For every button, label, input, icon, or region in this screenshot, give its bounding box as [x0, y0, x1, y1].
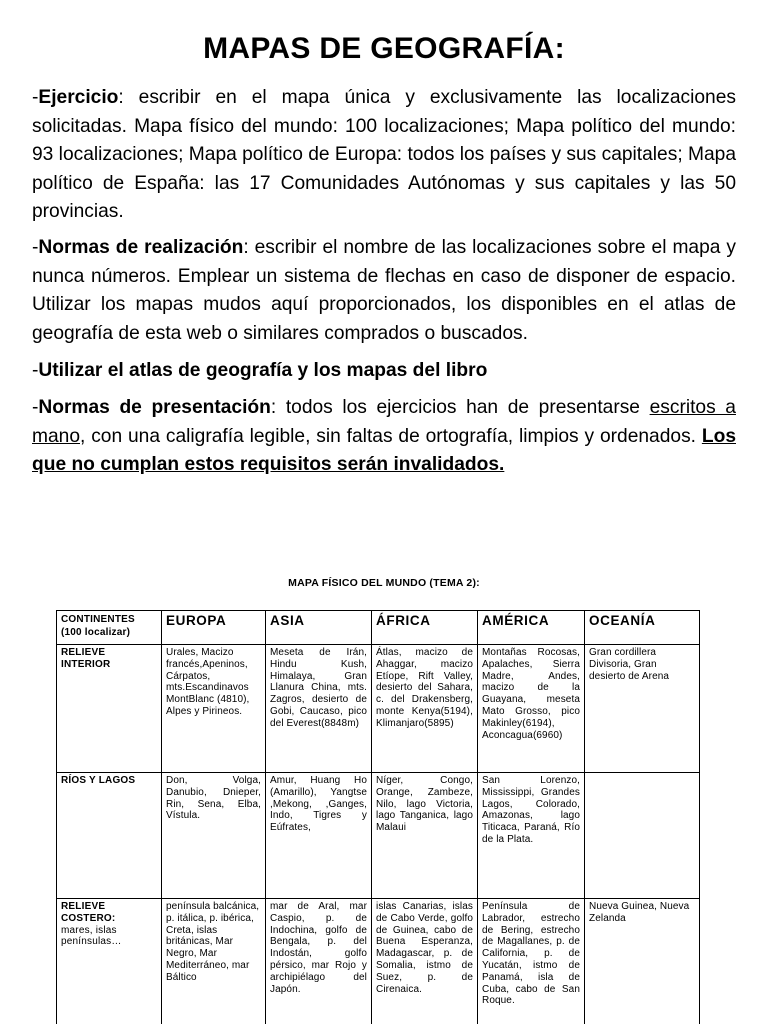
- row-label-relieve-interior: [57, 645, 162, 773]
- header-asia: ASIA: [266, 611, 372, 645]
- text-presentacion-b: , con una caligrafía legible, sin faltas de ortografía, limpios y ordenados.: [80, 425, 702, 447]
- row-label-subtext: mares, islas penínsulas…: [61, 924, 122, 948]
- header-africa: ÁFRICA: [372, 611, 478, 645]
- cell-america: San Lorenzo, Mississippi, Grandes Lagos, Colorado, Amazonas, lago Titicaca, Paraná, Río de la Plata.: [478, 773, 585, 899]
- table-row: [57, 899, 700, 1024]
- header-oceania: OCEANÍA: [585, 611, 700, 645]
- row-label-rios-lagos: [57, 773, 162, 899]
- text-escritos-a-mano: escritos a mano: [32, 397, 736, 447]
- cell-europa: Don, Volga, Danubio, Dnieper, Rin, Sena, Elba, Vístula.: [162, 773, 266, 899]
- paragraph-atlas: -Utilizar el atlas de geografía y los mapas del libro: [32, 360, 488, 381]
- table-row: [57, 773, 700, 899]
- header-europa: EUROPA: [162, 611, 266, 645]
- text-normas-realizacion: : escribir el nombre de las localizaciones sobre el mapa y nunca números. Emplear un sistema de flechas en caso de disponer de espacio. Utilizar los mapas mudos aquí proporcionados, los disponibles en el atlas de geografía de esta web o similares comprados o buscados.: [32, 237, 736, 344]
- label-normas-realizacion: Normas de realización: [38, 237, 244, 258]
- paragraph-normas-presentacion: -Normas de presentación: todos los ejercicios han de presentarse escritos a mano, con una caligrafía legible, sin faltas de ortografía, limpios y ordenados. Los que no cumplan estos requisitos serán invalidados.: [32, 397, 736, 475]
- cell-asia: mar de Aral, mar Caspio, p. de Indochina, golfo de Bengala, p. del Indostán, golfo pérsico, mar Rojo y archipiélago del Japón.: [266, 899, 372, 1024]
- row-label-text: RÍOS Y LAGOS: [61, 775, 136, 786]
- geography-table: [56, 610, 700, 1024]
- table-caption: MAPA FÍSICO DEL MUNDO (TEMA 2):: [288, 577, 480, 589]
- page-title: MAPAS DE GEOGRAFÍA:: [203, 32, 565, 65]
- cell-oceania: Nueva Guinea, Nueva Zelanda: [585, 899, 700, 1024]
- cell-oceania: Gran cordillera Divisoria, Gran desierto de Arena: [585, 645, 700, 773]
- row-label-relieve-costero: [57, 899, 162, 1024]
- paragraph-normas-realizacion: -Normas de realización: escribir el nombre de las localizaciones sobre el mapa y nunca números. Emplear un sistema de flechas en caso de disponer de espacio. Utilizar los mapas mudos aquí proporcionados, los disponibles en el atlas de geografía de esta web o similares comprados o buscados.: [32, 237, 736, 344]
- cell-europa: península balcánica, p. itálica, p. ibérica, Creta, islas británicas, Mar Negro, Mar Mediterráneo, mar Báltico: [162, 899, 266, 1024]
- header-america: AMÉRICA: [478, 611, 585, 645]
- row-label-text: RELIEVE COSTERO:: [61, 901, 116, 924]
- warning-text: Los que no cumplan estos requisitos serán invalidados.: [32, 425, 736, 475]
- cell-oceania: [585, 773, 700, 899]
- label-normas-presentacion: Normas de presentación: [38, 397, 271, 418]
- text-presentacion-a: : todos los ejercicios han de presentarse: [270, 397, 650, 418]
- label-atlas: Utilizar el atlas de geografía y los mapas del libro: [38, 360, 488, 381]
- text-ejercicio: : escribir en el mapa única y exclusivamente las localizaciones solicitadas. Mapa físico del mundo: 100 localizaciones; Mapa político del mundo: 93 localizaciones; Mapa político de Europa: todos los países y sus capitales; Mapa político de España: las 17 Comunidades Autónomas y sus capitales y las 50 provincias.: [32, 87, 736, 222]
- cell-europa: Urales, Macizo francés,Apeninos, Cárpatos, mts.Escandinavos MontBlanc (4810), Alpes y Pirineos.: [162, 645, 266, 773]
- cell-america: Montañas Rocosas, Apalaches, Sierra Madre, Andes, macizo de la Guayana, meseta Mato Grosso, pico Makinley(6194), Aconcagua(6960): [478, 645, 585, 773]
- cell-america: Península de Labrador, estrecho de Bering, estrecho de Magallanes, p. de California, p. de Yucatán, istmo de Panamá, isla de Cuba, cabo de San Roque.: [478, 899, 585, 1024]
- table-header-row: [57, 611, 700, 645]
- cell-africa: Níger, Congo, Orange, Zambeze, Nilo, lago Victoria, lago Tanganica, lago Malaui: [372, 773, 478, 899]
- row-label-text: RELIEVE INTERIOR: [61, 647, 111, 670]
- cell-africa: islas Canarias, islas de Cabo Verde, golfo de Guinea, cabo de Buena Esperanza, Madagascar, p. de Somalia, istmo de Suez, p. de Cirenaica.: [372, 899, 478, 1024]
- cell-asia: Amur, Huang Ho (Amarillo), Yangtse ,Mekong, ,Ganges, Indo, Tigres y Eúfrates,: [266, 773, 372, 899]
- paragraph-ejercicio: -Ejercicio: escribir en el mapa única y exclusivamente las localizaciones solicitadas. Mapa físico del mundo: 100 localizaciones; Mapa político del mundo: 93 localizaciones; Mapa político de Europa: todos los países y sus capitales; Mapa político de España: las 17 Comunidades Autónomas y sus capitales y las 50 provincias.: [32, 87, 736, 222]
- table-row: [57, 645, 700, 773]
- header-continentes: CONTINENTES (100 localizar): [57, 611, 162, 645]
- cell-africa: Átlas, macizo de Ahaggar, macizo Etíope, Rift Valley, desierto del Sahara, c. del Drakensberg, monte Kenya(5194), Klimanjaro(5895): [372, 645, 478, 773]
- label-ejercicio: Ejercicio: [38, 87, 119, 108]
- cell-asia: Meseta de Irán, Hindu Kush, Himalaya, Gran Llanura China, mts. Zagros, desierto de Gobi, Caucaso, pico del Everest(8848m): [266, 645, 372, 773]
